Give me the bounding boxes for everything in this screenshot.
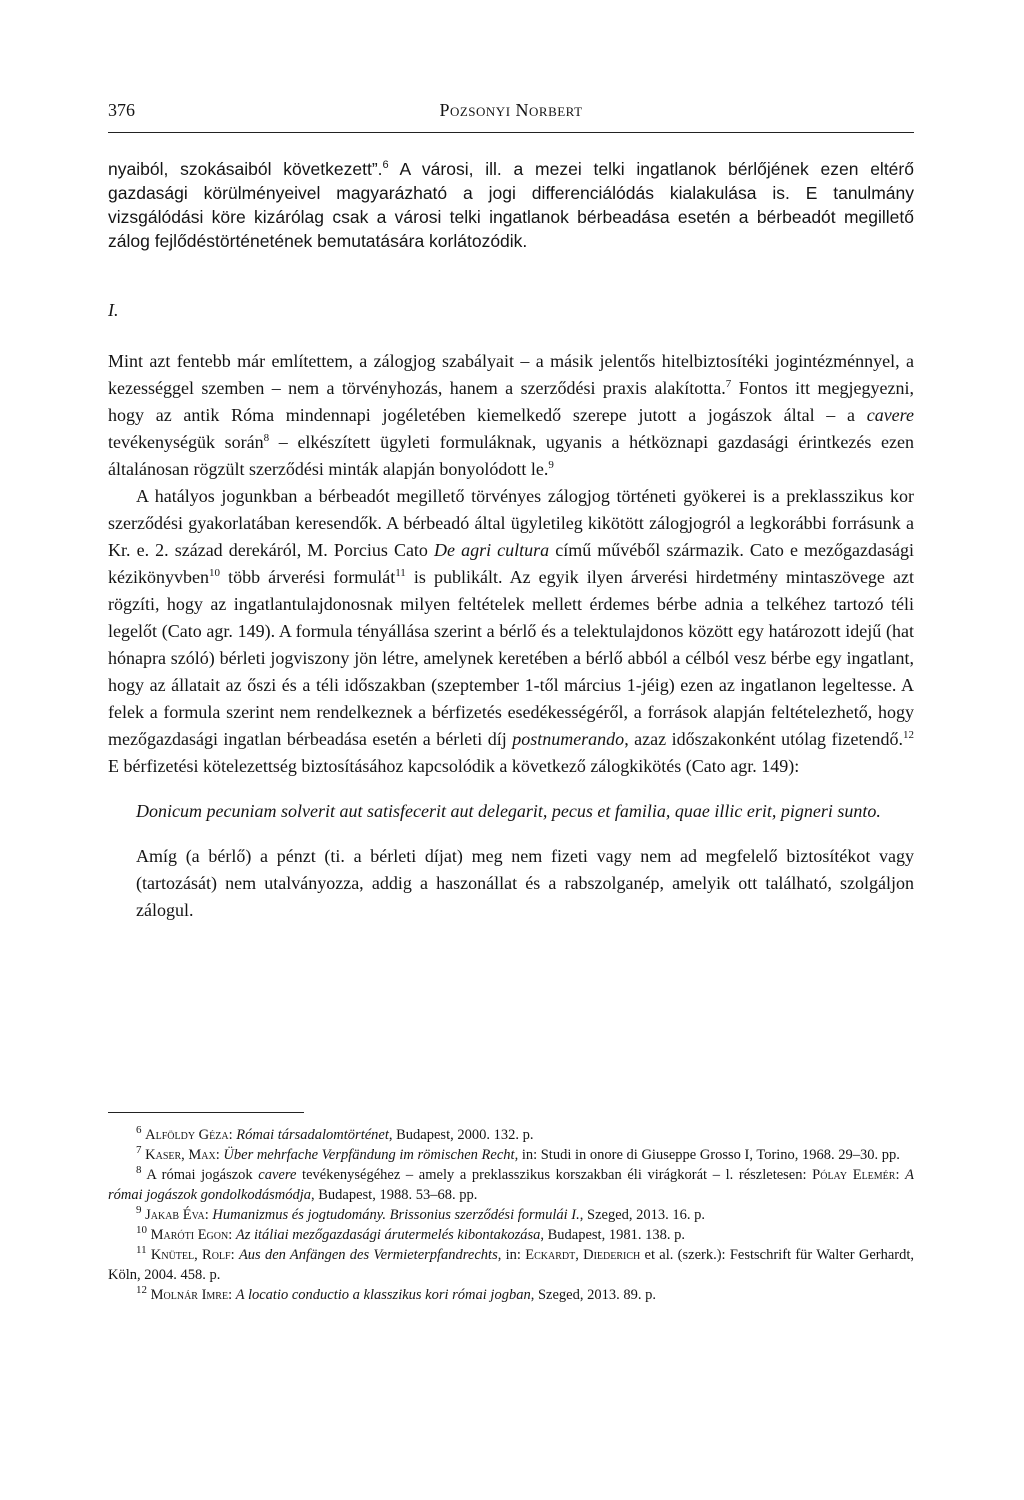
- text-run: Fontos itt megjegyezni, hogy az antik Róma mindennapi jogéletében kiemelkedő szerepe jutott a jogászok által – a: [108, 378, 914, 425]
- footnote-ref[interactable]: 7: [725, 378, 732, 390]
- italic-term: cavere: [258, 1167, 297, 1183]
- footnote-text: , Szeged, 2013. 16. p.: [579, 1207, 706, 1223]
- footnote-title: Humanizmus és jogtudomány. Brissonius szerződési formulái I.: [212, 1207, 580, 1223]
- footnote-author: Molnár Imre:: [150, 1287, 233, 1303]
- paragraph-2: [108, 483, 914, 780]
- footnote-ref[interactable]: 6: [382, 159, 389, 172]
- footnotes: [108, 1125, 914, 1305]
- footnote-11: [108, 1245, 914, 1285]
- footnote-author: Pólay Elemér:: [812, 1167, 900, 1183]
- italic-title: De agri cultura: [434, 540, 550, 560]
- intro-paragraph: [108, 157, 914, 253]
- latin-quote: Donicum pecuniam solverit aut satisfecerit aut delegarit, pecus et familia, quae illic erit, pigneri sunto.: [136, 801, 881, 821]
- footnote-number: 7: [136, 1144, 142, 1157]
- footnote-text: tevékenységéhez – amely a preklasszikus korszakban éli virágkorát – l. részletesen:: [296, 1167, 813, 1183]
- footnote-number: 11: [136, 1244, 147, 1257]
- footnote-number: 9: [136, 1204, 142, 1217]
- footnote-ref[interactable]: 11: [395, 567, 406, 579]
- text-run: című művéből származik. Cato e mezőgazdasági kézikönyvben: [108, 540, 914, 587]
- text-run: tevékenységük során: [108, 432, 264, 452]
- footnote-author: Jakab Éva:: [145, 1207, 209, 1223]
- footnote-6: [108, 1125, 914, 1145]
- footnote-author: Alföldy Géza:: [145, 1127, 233, 1143]
- footnote-title: A locatio conductio a klasszikus kori római jogban: [235, 1287, 531, 1303]
- footnote-text: , Budapest, 1988. 53–68. pp.: [311, 1187, 478, 1203]
- text-run: – elkészített ügyleti formuláknak, ugyanis a hétköznapi gazdasági érintkezés ezen általánosan rögzült szerződési minták alapján bonyolódott le.: [108, 432, 915, 479]
- footnote-number: 10: [136, 1224, 147, 1237]
- section-heading: I.: [108, 300, 119, 320]
- text-run: Mint azt fentebb már említettem, a zálogjog szabályait – a másik jelentős hitelbiztosítéki jogintézménnyel, a kezességgel szemben – nem a törvényhozás, hanem a szerződési praxis alakította.: [108, 351, 914, 398]
- quote-translation: Amíg (a bérlő) a pénzt (ti. a bérleti díjat) meg nem fizeti vagy nem ad megfelelő biztosítékot vagy (tartozását) nem utalványozza, addig a haszonállat és a rabszolganép, amelyik ott található, szolgáljon zálogul.: [136, 846, 914, 920]
- text-run: E bérfizetési kötelezettség biztosításához kapcsolódik a következő zálogkikötés (Cato agr. 149):: [108, 756, 800, 776]
- footnote-text: , Budapest, 1981. 138. p.: [540, 1227, 685, 1243]
- footnote-ref[interactable]: 9: [548, 459, 554, 471]
- text-run: is publikált. Az egyik ilyen árverési hirdetmény mintaszövege azt rögzíti, hogy az ingatlantulajdonosnak milyen feltételek mellett érdemes bérbe adnia a telkéhez tartozó téli legelőt (Cato agr. 149). A formula tényállása szerint a bérlő és a telektulajdonos között egy határozott idejű (hat hónapra szóló) bérleti jogviszony jön létre, amelynek keretében a bérlő abból a célból vesz bérbe egy ingatlant, hogy az állatait az őszi és a téli időszakban (szeptember 1-től március 1-jéig) ezen az ingatlanon legeltesse. A felek a formula szerint nem rendelkeznek a bérfizetés esedékességéről, a források alapján feltételezhető, hogy mezőgazdasági ingatlan bérbeadása esetén a bérleti díj: [108, 567, 914, 749]
- footnote-number: 8: [136, 1164, 142, 1177]
- text-run: A városi, ill. a mezei telki ingatlanok bérlőjének ezen eltérő gazdasági körülményeivel magyarázható a jogi differenciálódás kialakulása is. E tanulmány vizsgálódási köre kizárólag csak a városi telki ingatlanok bérbeadása esetén a bérbeadót megillető zálog fejlődéstörténetének bemutatására korlátozódik.: [108, 159, 914, 251]
- footnote-text: et al. (szerk.): Festschrift für Walter Gerhardt, Köln, 2004. 458. p.: [108, 1247, 915, 1283]
- footnote-title: A római jogászok gondolkodásmódja: [108, 1167, 914, 1203]
- main-text: [108, 157, 914, 924]
- italic-term: postnumerando: [512, 729, 625, 749]
- footnote-10: [108, 1225, 914, 1245]
- page-number: 376: [108, 100, 135, 120]
- footnote-text: , in:: [497, 1247, 526, 1263]
- footnote-text: , Budapest, 2000. 132. p.: [388, 1127, 534, 1143]
- footnote-author: Maróti Egon:: [150, 1227, 233, 1243]
- text-run: A hatályos jogunkban a bérbeadót megillető törvényes zálogjog történeti gyökerei is a preklasszikus kor szerződési gyakorlatában keresendők. A bérbeadó által ügyletileg kikötött zálogjogról a legkorábbi forrásunk a Kr. e. 2. század derekáról, M. Porcius Cato: [108, 486, 914, 560]
- footnote-text: , Szeged, 2013. 89. p.: [530, 1287, 656, 1303]
- text-run: több árverési formulát: [219, 567, 396, 587]
- header-rule: [108, 132, 914, 133]
- footnote-title: Római társadalomtörténet: [236, 1127, 389, 1143]
- footnote-title: Az itáliai mezőgazdasági árutermelés kibontakozása: [235, 1227, 541, 1243]
- footnote-12: [108, 1285, 914, 1305]
- footnote-author: Knütel, Rolf:: [150, 1247, 235, 1263]
- footnote-ref[interactable]: 10: [208, 567, 220, 579]
- footnote-ref[interactable]: 8: [263, 432, 270, 444]
- footnote-title: Aus den Anfängen des Vermieterpfandrechts: [238, 1247, 498, 1263]
- paragraph-1: [108, 348, 914, 483]
- text-run: , azaz időszakonként utólag fizetendő.: [624, 729, 904, 749]
- footnote-rule: [108, 1112, 304, 1113]
- footnote-8: [108, 1165, 914, 1205]
- footnote-text: A római jogászok: [141, 1167, 259, 1183]
- footnote-9: [108, 1205, 914, 1225]
- footnote-number: 12: [136, 1284, 147, 1297]
- footnote-editors: Eckardt, Diederich: [525, 1247, 641, 1263]
- footnote-number: 6: [136, 1124, 142, 1137]
- footnote-ref[interactable]: 12: [903, 729, 915, 741]
- footnote-title: Über mehrfache Verpfändung im römischen Recht: [223, 1147, 515, 1163]
- footnote-7: [108, 1145, 914, 1165]
- italic-term: cavere: [866, 405, 914, 425]
- text-run: nyaiból, szokásaiból következett”.: [108, 159, 383, 179]
- running-title: Pozsonyi Norbert: [439, 100, 583, 120]
- footnote-author: Kaser, Max:: [145, 1147, 220, 1163]
- footnote-text: , in: Studi in onore di Giuseppe Grosso I, Torino, 1968. 29–30. pp.: [514, 1147, 900, 1163]
